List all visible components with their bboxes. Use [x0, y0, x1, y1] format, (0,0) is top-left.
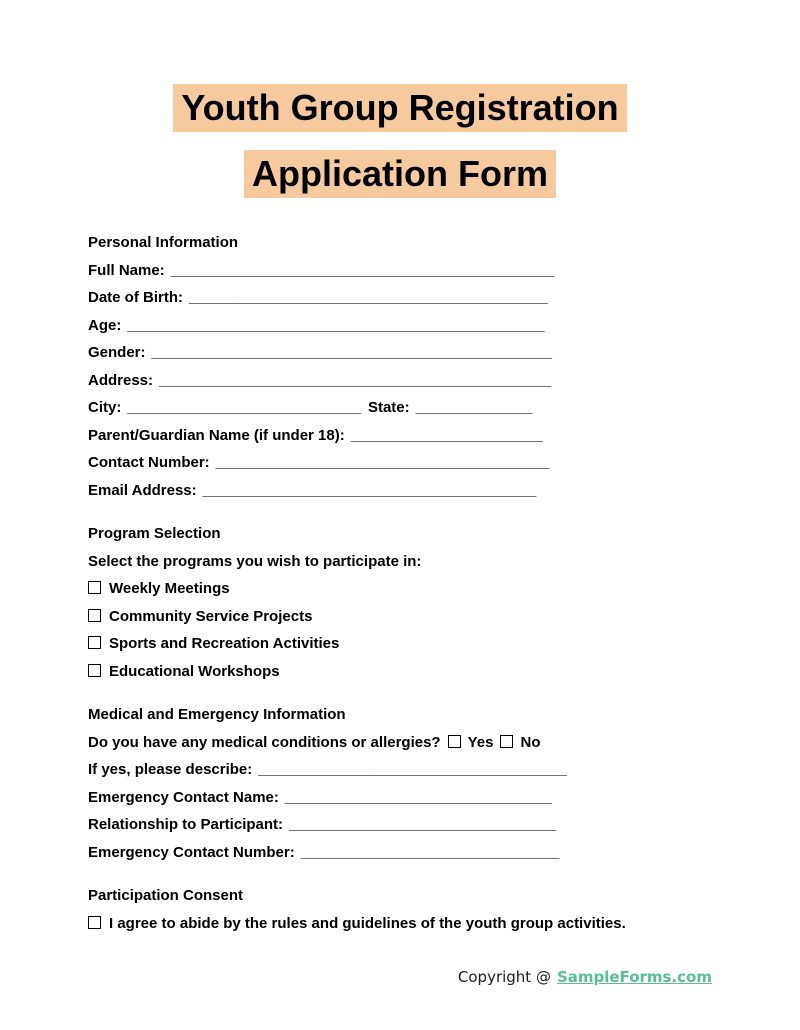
emergency-contact-number-label: Emergency Contact Number:: [88, 843, 295, 861]
full-name-label: Full Name:: [88, 261, 165, 279]
full-name-blank-line: ______________________________________________: [170, 261, 555, 279]
date-of-birth-label: Date of Birth:: [88, 289, 183, 306]
weekly-meetings-label: Weekly Meetings: [109, 580, 230, 597]
consent-statement-row: [88, 910, 712, 938]
field-contact-number: [88, 449, 712, 477]
medical-emergency-heading: Medical and Emergency Information: [88, 706, 346, 723]
email-address-label: Email Address:: [88, 481, 197, 499]
city-label: City:: [88, 399, 122, 416]
medical-yes-checkbox[interactable]: [448, 735, 461, 748]
email-address-blank-line: ________________________________________: [202, 481, 537, 499]
program-selection-intro: Select the programs you wish to participate in:: [88, 552, 422, 570]
community-service-label: Community Service Projects: [109, 607, 313, 625]
program-option-sports-recreation: [88, 630, 712, 658]
relationship-label: Relationship to Participant:: [88, 816, 284, 833]
gender-blank-line: ________________________________________________: [151, 344, 552, 361]
contact-number-label: Contact Number:: [88, 454, 210, 471]
parent-guardian-blank-line: _______________________: [350, 426, 543, 444]
medical-conditions-question: Do you have any medical conditions or allergies?: [88, 733, 441, 751]
emergency-contact-name-label: Emergency Contact Name:: [88, 788, 279, 806]
address-blank-line: _______________________________________________: [159, 371, 552, 389]
field-gender: [88, 339, 712, 367]
medical-yes-label: Yes: [467, 733, 494, 751]
consent-checkbox[interactable]: [88, 916, 101, 929]
weekly-meetings-checkbox[interactable]: [88, 581, 101, 594]
sampleforms-link[interactable]: SampleForms.com: [556, 968, 712, 986]
participation-consent-heading: Participation Consent: [88, 887, 244, 904]
form-title-row-1: [88, 84, 712, 132]
parent-guardian-label: Parent/Guardian Name (if under 18):: [88, 426, 345, 444]
field-emergency-contact-name: [88, 784, 712, 812]
age-blank-line: __________________________________________________: [127, 316, 545, 334]
section-participation-consent: [88, 882, 712, 937]
field-email-address: [88, 477, 712, 505]
sports-recreation-checkbox[interactable]: [88, 636, 101, 649]
field-address: [88, 367, 712, 395]
form-title-row-2: [88, 150, 712, 198]
address-label: Address:: [88, 371, 154, 389]
city-blank-line: ____________________________: [127, 399, 361, 416]
sports-recreation-label: Sports and Recreation Activities: [109, 635, 340, 652]
field-age: [88, 312, 712, 340]
medical-no-checkbox[interactable]: [500, 735, 513, 748]
form-title: [88, 84, 712, 198]
section-medical-emergency: [88, 701, 712, 866]
personal-information-heading: Personal Information: [88, 234, 239, 251]
emergency-contact-name-blank-line: ________________________________: [284, 788, 552, 806]
medical-no-label: No: [520, 733, 541, 751]
program-option-weekly-meetings: [88, 575, 712, 603]
field-city-state: [88, 394, 712, 422]
educational-workshops-checkbox[interactable]: [88, 664, 101, 677]
footer: [88, 967, 712, 987]
consent-statement: I agree to abide by the rules and guidelines of the youth group activities.: [109, 914, 626, 932]
medical-conditions-question-row: [88, 729, 712, 757]
if-yes-describe-blank-line: _____________________________________: [258, 761, 567, 778]
if-yes-describe-label: If yes, please describe:: [88, 761, 253, 778]
field-parent-guardian-name: [88, 422, 712, 450]
field-relationship-to-participant: [88, 811, 712, 839]
field-full-name: [88, 257, 712, 285]
field-date-of-birth: [88, 284, 712, 312]
emergency-contact-number-blank-line: _______________________________: [300, 843, 560, 861]
field-if-yes-describe: [88, 756, 712, 784]
gender-label: Gender:: [88, 344, 146, 361]
date-of-birth-blank-line: ___________________________________________: [189, 289, 548, 306]
state-label: State:: [367, 399, 410, 416]
form-title-line1: Youth Group Registration: [173, 84, 626, 132]
program-option-community-service: [88, 603, 712, 631]
age-label: Age:: [88, 316, 122, 334]
section-personal-information: [88, 229, 712, 504]
field-emergency-contact-number: [88, 839, 712, 867]
program-selection-heading: Program Selection: [88, 525, 221, 542]
program-option-educational-workshops: [88, 658, 712, 686]
contact-number-blank-line: ________________________________________: [215, 454, 550, 471]
relationship-blank-line: ________________________________: [289, 816, 556, 833]
educational-workshops-label: Educational Workshops: [109, 662, 280, 680]
copyright-text: Copyright @: [457, 968, 551, 986]
section-program-selection: [88, 520, 712, 685]
community-service-checkbox[interactable]: [88, 609, 101, 622]
state-blank-line: ______________: [415, 399, 533, 416]
form-title-line2: Application Form: [244, 150, 556, 198]
